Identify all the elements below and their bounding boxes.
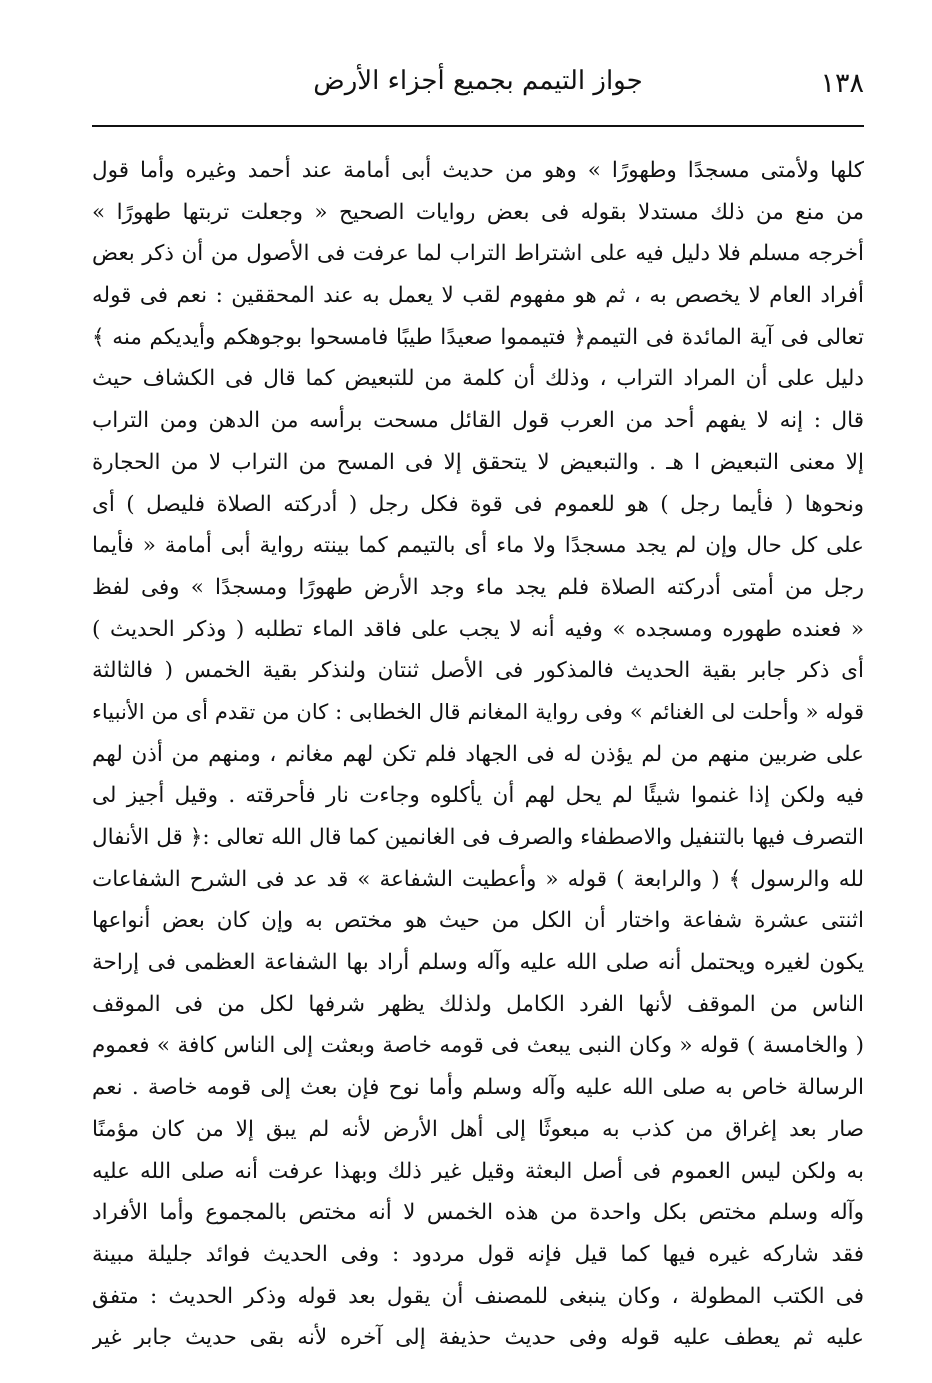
body-text <box>92 150 864 1359</box>
text-line: اثنتى عشرة شفاعة واختار أن الكل من حيث هو مختص به وإن كان بعض أنواعها <box>92 908 864 934</box>
text-line: على كل حال وإن لم يجد مسجدًا ولا ماء أى بالتيمم كما بينته رواية أبى أمامة « فأيما <box>92 533 864 559</box>
text-line: فيه ولكن إذا غنموا شيئًا لم يحل لهم أن يأكلوه وجاءت نار فأحرقته . وقيل أجيز لى <box>92 783 864 809</box>
text-line: رجل من أمتى أدركته الصلاة فلم يجد ماء وجد الأرض طهورًا ومسجدًا » وفى لفظ <box>92 574 864 600</box>
text-line: أى ذكر جابر بقية الحديث فالمذكور فى الأصل ثنتان ولنذكر بقية الخمس ( فالثالثة <box>92 658 864 684</box>
text-line: يكون لغيره ويحتمل أنه صلى الله عليه وآله وسلم أراد بها الشفاعة العظمى فى إراحة <box>92 950 864 976</box>
text-line: تعالى فى آية المائدة فى التيمم﴿ فتيمموا صعيدًا طيبًا فامسحوا بوجوهكم وأيديكم منه ﴾ <box>92 324 864 350</box>
text-line: قوله « وأحلت لى الغنائم » وفى رواية المغانم قال الخطابى : كان من تقدم أى من الأنبياء <box>92 699 864 724</box>
text-line: وآله وسلم مختص بكل واحدة من هذه الخمس لا أنه مختص بالمجموع وأما الأفراد <box>92 1200 864 1226</box>
text-line: أفراد العام لا يخصص به ، ثم هو مفهوم لقب لا يعمل به عند المحققين : نعم فى قوله <box>92 283 864 309</box>
text-line: على ضربين منهم من لم يؤذن له فى الجهاد فلم تكن لهم مغانم ، ومنهم من أذن لهم <box>92 741 864 767</box>
text-line: فى الكتب المطولة ، وكان ينبغى للمصنف أن يقول بعد قوله وذكر الحديث : متفق <box>92 1283 864 1309</box>
text-line: دليل على أن المراد التراب ، وذلك أن كلمة من للتبعيض كما قال فى الكشاف حيث <box>92 366 864 392</box>
header-rule <box>92 125 864 127</box>
text-line: الناس من الموقف لأنها الفرد الكامل ولذلك يظهر شرفها لكل من فى الموقف <box>92 991 864 1017</box>
text-line: عليه ثم يعطف عليه قوله وفى حديث حذيفة إلى آخره لأنه بقى حديث جابر غير <box>92 1325 864 1351</box>
text-line: أخرجه مسلم فلا دليل فيه على اشتراط التراب لما عرفت فى الأصول من أن ذكر بعض <box>92 241 864 267</box>
running-title: جواز التيمم بجميع أجزاء الأرض <box>313 66 643 96</box>
text-line: فقد شاركه غيره فيها كما قيل فإنه قول مردود : وفى الحديث فوائد جليلة مبينة <box>92 1241 864 1267</box>
text-line: صار بعد إغراق من كذب به مبعوثًا إلى أهل الأرض لأنه لم يبق إلا من كان مؤمنًا <box>92 1116 864 1142</box>
text-line: ( والخامسة ) قوله « وكان النبى يبعث فى قومه خاصة وبعثت إلى الناس كافة » فعموم <box>92 1033 864 1059</box>
text-line: قال : إنه لا يفهم أحد من العرب قول القائل مسحت برأسه من الدهن ومن التراب <box>92 408 864 434</box>
text-line: كلها ولأمتى مسجدًا وطهورًا » وهو من حديث أبى أمامة عند أحمد وغيره وأما قول <box>92 158 864 183</box>
text-line: من منع من ذلك مستدلا بقوله فى بعض روايات الصحيح « وجعلت تربتها طهورًا » <box>92 199 864 225</box>
text-line: لله والرسول ﴾ ( والرابعة ) قوله « وأعطيت الشفاعة » قد عد فى الشرح الشفاعات <box>92 866 864 892</box>
text-line: الرسالة خاص به صلى الله عليه وآله وسلم وأما نوح فإن بعث إلى قومه خاصة . نعم <box>92 1075 864 1101</box>
text-line: « فعنده طهوره ومسجده » وفيه أنه لا يجب على فاقد الماء تطلبه ( وذكر الحديث ) <box>92 616 864 642</box>
page-header <box>92 62 864 106</box>
page-number: ١٣٨ <box>820 68 864 99</box>
text-line: التصرف فيها بالتنفيل والاصطفاء والصرف فى الغانمين كما قال الله تعالى :﴿ قل الأنفال <box>92 825 864 850</box>
text-line: ونحوها ( فأيما رجل ) هو للعموم فى قوة فكل رجل ( أدركته الصلاة فليصل ) أى <box>92 491 864 517</box>
text-line: به ولكن ليس العموم فى أصل البعثة وقيل غير ذلك وبهذا عرفت أنه صلى الله عليه <box>92 1158 864 1184</box>
text-line: إلا معنى التبعيض ا هـ . والتبعيض لا يتحقق إلا فى المسح من التراب لا من الحجارة <box>92 449 864 475</box>
